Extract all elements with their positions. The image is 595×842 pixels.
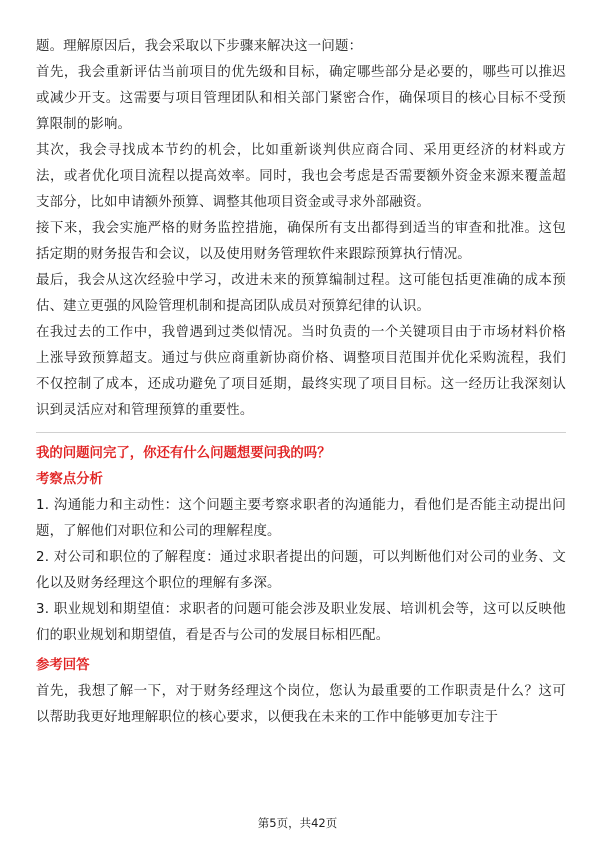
analysis-heading: 考察点分析 — [36, 472, 103, 487]
section-divider — [36, 432, 566, 433]
paragraph-second-step: 其次，我会寻找成本节约的机会，比如重新谈判供应商合同、采用更经济的材料或方法，或者优化项目流程以提高效率。同时，我也会考虑是否需要额外资金来源来覆盖超支部分，比如申请额外预算、调整其他项目资金或寻求外部融资。 — [36, 143, 566, 210]
reference-heading: 参考回答 — [36, 658, 90, 673]
paragraph-final-step: 最后，我会从这次经验中学习，改进未来的预算编制过程。这可能包括更准确的成本预估、建立更强的风险管理机制和提高团队成员对预算纪律的认识。 — [36, 273, 566, 314]
paragraph-experience: 在我过去的工作中，我曾遇到过类似情况。当时负责的一个关键项目由于市场材料价格上涨导致预算超支。通过与供应商重新协商价格、调整项目范围并优化采购流程，我们不仅控制了成本，还成功避免了项目延期，最终实现了项目目标。这一经历让我深刻认识到灵活应对和管理预算的重要性。 — [36, 325, 566, 418]
interview-question: 我的问题问完了，你还有什么问题想要问我的吗？ — [36, 446, 331, 461]
analysis-item-1: 1. 沟通能力和主动性：这个问题主要考察求职者的沟通能力，看他们是否能主动提出问题，了解他们对职位和公司的理解程度。 — [36, 498, 566, 539]
analysis-item-2: 2. 对公司和职位的了解程度：通过求职者提出的问题，可以判断他们对公司的业务、文化以及财务经理这个职位的理解有多深。 — [36, 550, 566, 591]
page-number: 第5页，共42页 — [257, 816, 338, 830]
reference-answer: 首先，我想了解一下，对于财务经理这个岗位，您认为最重要的工作职责是什么？这可以帮助我更好地理解职位的核心要求，以便我在未来的工作中能够更加专注于 — [36, 684, 566, 725]
paragraph-intro: 题。理解原因后，我会采取以下步骤来解决这一问题： — [36, 39, 363, 54]
paragraph-first-step: 首先，我会重新评估当前项目的优先级和目标，确定哪些部分是必要的，哪些可以推迟或减少开支。这需要与项目管理团队和相关部门紧密合作，确保项目的核心目标不受预算限制的影响。 — [36, 65, 566, 132]
document-page — [36, 34, 566, 731]
analysis-item-3: 3. 职业规划和期望值：求职者的问题可能会涉及职业发展、培训机会等，这可以反映他们的职业规划和期望值，看是否与公司的发展目标相匹配。 — [36, 602, 566, 643]
paragraph-next-step: 接下来，我会实施严格的财务监控措施，确保所有支出都得到适当的审查和批准。这包括定期的财务报告和会议，以及使用财务管理软件来跟踪预算执行情况。 — [36, 221, 566, 262]
